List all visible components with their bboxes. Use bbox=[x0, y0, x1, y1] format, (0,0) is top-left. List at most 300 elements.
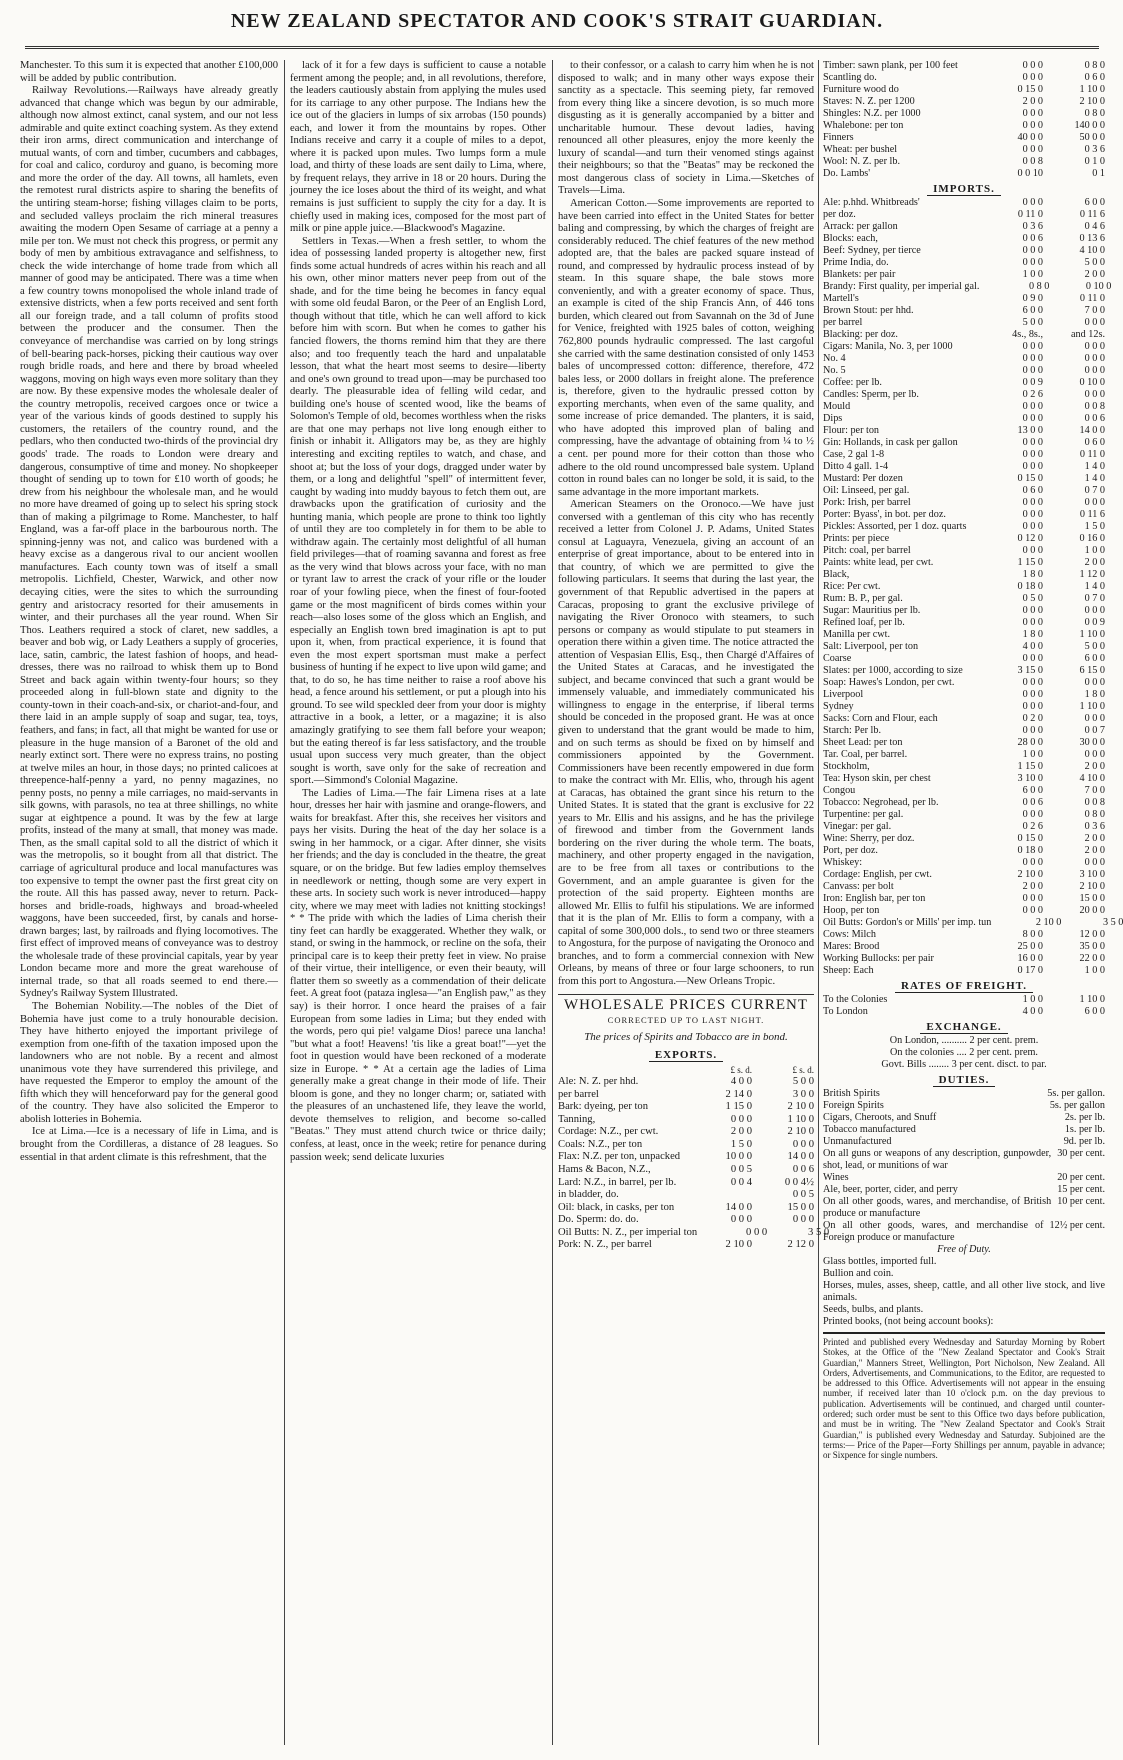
price-high: 0 0 0 bbox=[1084, 341, 1105, 352]
price-row bbox=[823, 881, 1105, 893]
price-row bbox=[823, 84, 1105, 96]
price-label: Furniture wood do bbox=[823, 84, 899, 95]
price-label: Mares: Brood bbox=[823, 941, 880, 952]
duty-rate: 5s. per gallon. bbox=[1047, 1088, 1105, 1099]
price-row bbox=[558, 1239, 814, 1252]
price-low: 0 0 0 bbox=[1022, 809, 1043, 820]
price-high: 0 7 0 bbox=[1084, 593, 1105, 604]
price-low: 0 15 0 bbox=[1017, 84, 1043, 95]
price-label: Lard: N.Z., in barrel, per lb. bbox=[558, 1176, 677, 1188]
price-row bbox=[823, 1006, 1105, 1018]
price-low: 14 0 0 bbox=[725, 1201, 752, 1213]
price-row bbox=[823, 593, 1105, 605]
price-row bbox=[823, 365, 1105, 377]
column-4 bbox=[823, 60, 1123, 1745]
price-row bbox=[823, 965, 1105, 977]
price-high: 0 11 0 bbox=[1079, 293, 1105, 304]
price-high: 22 0 0 bbox=[1079, 953, 1105, 964]
price-low: 0 11 0 bbox=[1017, 209, 1043, 220]
price-high: 0 16 0 bbox=[1079, 533, 1105, 544]
price-low: 0 0 0 bbox=[746, 1226, 768, 1238]
price-low: 1 0 0 bbox=[1022, 269, 1043, 280]
price-low: 0 0 0 bbox=[1022, 461, 1043, 472]
price-low: 2 0 0 bbox=[1022, 96, 1043, 107]
duty-rate: 1s. per lb. bbox=[1064, 1124, 1105, 1135]
price-high: 0 0 6 bbox=[792, 1164, 814, 1176]
price-row bbox=[823, 377, 1105, 389]
price-high: 0 0 0 bbox=[1084, 713, 1105, 724]
price-low: 0 0 4 bbox=[730, 1176, 752, 1188]
price-high: 0 0 5 bbox=[792, 1189, 814, 1201]
price-high: and 12s. bbox=[1071, 329, 1105, 340]
price-row bbox=[823, 941, 1105, 953]
price-high: 0 0 4½ bbox=[784, 1176, 814, 1188]
duty-label: On all other goods, wares, and merchandise of Foreign produce or manufacture bbox=[823, 1220, 1044, 1243]
price-high: 2 10 0 bbox=[787, 1101, 814, 1113]
price-label: Pork: N. Z., per barrel bbox=[558, 1239, 652, 1251]
price-label: Mustard: Per dozen bbox=[823, 473, 903, 484]
price-label: Blacking: per doz. bbox=[823, 329, 898, 340]
article-paragraph: Ice at Lima.—Ice is a necessary of life in Lima, and is brought from the Cordilleras, a distance of 28 leagues. So essential in that ardent climate is this refreshment, that the bbox=[20, 1126, 278, 1163]
price-row bbox=[558, 1151, 814, 1164]
price-label: No. 5 bbox=[823, 365, 846, 376]
price-low: 0 9 0 bbox=[1022, 293, 1043, 304]
price-row bbox=[823, 917, 1123, 929]
price-label: Sydney bbox=[823, 701, 854, 712]
price-low: 0 0 6 bbox=[1022, 797, 1043, 808]
price-low: 0 3 6 bbox=[1022, 221, 1043, 232]
exchange-list bbox=[823, 1035, 1105, 1071]
duty-row bbox=[823, 1100, 1105, 1112]
price-label: Blankets: per pair bbox=[823, 269, 896, 280]
price-label: Oil: Linseed, per gal. bbox=[823, 485, 910, 496]
price-label: in bladder, do. bbox=[558, 1189, 619, 1201]
price-low: 13 0 0 bbox=[1017, 425, 1043, 436]
price-high: 15 0 0 bbox=[787, 1201, 814, 1213]
price-high: 0 0 0 bbox=[792, 1138, 814, 1150]
article-paragraph: American Cotton.—Some improvements are reported to have been carried into effect in the United States for better baling and compressing, by which the charges of freight are considerably reduced. The chief features of the new method adopted are, that the bales are packed square instead of round, and compressed by hydraulic process instead of by steam. In this square shape, the bale stows more conveniently, and with a greater economy of space. Thus, an example is cited of the ship Francis Ann, of 446 tons burden, which cleared out from Savannah on the 3d of June for Venice, freighted with 1925 bales of cotton, weighing 762,800 pounds hydraulic compressed. The last cargoful she carried with the same destination consisted of only 1453 bales of uncompressed cotton: difference, therefore, 472 bales less, or 2000 dollars in freight alone. The preference is, therefore, given to the hydraulic pressed cotton by exporting merchants, when even of the same quality, and some increase of price demanded. The planters, it is said, who have adopted this improved plan of baling and compressing, have the advantage of obtaining from ¼ to ½ a cent. per pound more for their cotton than those who adhere to the old round uncompressed bale system. Upland cotton in round bales can no longer be sold, it is said, to the same advantage in the more important markets. bbox=[558, 198, 814, 498]
price-label: Manilla per cwt. bbox=[823, 629, 891, 640]
price-row bbox=[558, 1214, 814, 1227]
duty-rate: 2s. per lb. bbox=[1064, 1112, 1105, 1123]
price-high: 30 0 0 bbox=[1079, 737, 1105, 748]
price-row bbox=[823, 641, 1105, 653]
price-low: 10 0 0 bbox=[725, 1151, 752, 1163]
price-label: Pickles: Assorted, per 1 doz. quarts bbox=[823, 521, 967, 532]
price-row bbox=[823, 425, 1105, 437]
price-row bbox=[823, 257, 1105, 269]
price-low: 0 0 0 bbox=[1022, 653, 1043, 664]
price-low: 1 15 0 bbox=[1017, 761, 1043, 772]
price-row bbox=[823, 209, 1105, 221]
price-row bbox=[823, 269, 1105, 281]
price-high: 0 6 0 bbox=[1084, 72, 1105, 83]
price-label: Wheat: per bushel bbox=[823, 144, 898, 155]
price-high: 0 6 0 bbox=[1084, 437, 1105, 448]
price-label: Porter: Byass', in bot. per doz. bbox=[823, 509, 946, 520]
price-high: 0 0 0 bbox=[1084, 353, 1105, 364]
price-low: 0 0 8 bbox=[1022, 156, 1043, 167]
price-label: Paints: white lead, per cwt. bbox=[823, 557, 934, 568]
price-low: 1 15 0 bbox=[725, 1101, 752, 1113]
price-high: 20 0 0 bbox=[1079, 905, 1105, 916]
price-row bbox=[823, 509, 1105, 521]
price-label: Port, per doz. bbox=[823, 845, 878, 856]
price-high: 0 1 0 bbox=[1084, 156, 1105, 167]
price-high: 0 8 0 bbox=[1084, 809, 1105, 820]
price-low: 0 0 0 bbox=[1022, 120, 1043, 131]
price-low: 25 0 0 bbox=[1017, 941, 1043, 952]
price-low: 0 0 0 bbox=[1022, 72, 1043, 83]
price-row bbox=[823, 168, 1105, 180]
price-low: 0 0 0 bbox=[1022, 893, 1043, 904]
masthead: NEW ZEALAND SPECTATOR AND COOK'S STRAIT GUARDIAN. bbox=[230, 10, 884, 32]
duty-row bbox=[823, 1148, 1105, 1172]
duty-label: On all guns or weapons of any description, gunpowder, shot, lead, or munitions of war bbox=[823, 1148, 1052, 1171]
price-high: 0 0 0 bbox=[1084, 365, 1105, 376]
price-label: Brandy: First quality, per imperial gal. bbox=[823, 281, 980, 292]
price-row bbox=[823, 629, 1105, 641]
price-row bbox=[823, 653, 1105, 665]
price-label: To London bbox=[823, 1006, 868, 1017]
price-low: 0 0 0 bbox=[1022, 197, 1043, 208]
price-row bbox=[823, 994, 1105, 1006]
price-label: Ditto 4 gall. 1-4 bbox=[823, 461, 889, 472]
price-label: Soap: Hawes's London, per cwt. bbox=[823, 677, 955, 688]
price-row bbox=[823, 953, 1105, 965]
price-low: 0 2 0 bbox=[1022, 713, 1043, 724]
price-row bbox=[823, 545, 1105, 557]
price-low: 0 0 0 bbox=[1022, 437, 1043, 448]
exchange-title: EXCHANGE. bbox=[823, 1021, 1105, 1033]
price-label: Rice: Per cwt. bbox=[823, 581, 881, 592]
price-row bbox=[823, 305, 1105, 317]
price-low: 5 0 0 bbox=[1022, 317, 1043, 328]
price-label: Do. Lambs' bbox=[823, 168, 871, 179]
price-label: Shingles: N.Z. per 1000 bbox=[823, 108, 921, 119]
price-high: 0 0 0 bbox=[1084, 857, 1105, 868]
free-item: Bullion and coin. bbox=[823, 1268, 894, 1279]
price-low: 0 0 0 bbox=[1022, 144, 1043, 155]
price-low: 0 6 0 bbox=[1022, 485, 1043, 496]
price-row bbox=[823, 533, 1105, 545]
price-low: 0 0 0 bbox=[1022, 689, 1043, 700]
duty-label: Tobacco manufactured bbox=[823, 1124, 916, 1135]
price-label: per barrel bbox=[823, 317, 863, 328]
price-row bbox=[823, 197, 1105, 209]
price-label: Wool: N. Z. per lb. bbox=[823, 156, 900, 167]
price-row bbox=[823, 233, 1105, 245]
price-low: 0 0 0 bbox=[1022, 521, 1043, 532]
duty-label: Unmanufactured bbox=[823, 1136, 892, 1147]
price-label: Coffee: per lb. bbox=[823, 377, 882, 388]
duty-label: Foreign Spirits bbox=[823, 1100, 884, 1111]
price-row bbox=[823, 617, 1105, 629]
price-high: 4 10 0 bbox=[1079, 245, 1105, 256]
price-label: Oil: black, in casks, per ton bbox=[558, 1201, 675, 1213]
price-label: Sheet Lead: per ton bbox=[823, 737, 903, 748]
price-label: Refined loaf, per lb. bbox=[823, 617, 905, 628]
free-of-duty-list bbox=[823, 1256, 1105, 1328]
price-high: 3 10 0 bbox=[1079, 869, 1105, 880]
price-high: 2 10 0 bbox=[1079, 881, 1105, 892]
price-high: 1 0 0 bbox=[1084, 545, 1105, 556]
price-row bbox=[823, 449, 1105, 461]
price-low: 0 0 0 bbox=[1022, 605, 1043, 616]
price-label: Timber: sawn plank, per 100 feet bbox=[823, 60, 958, 71]
price-row bbox=[823, 821, 1105, 833]
price-high: 6 0 0 bbox=[1084, 653, 1105, 664]
price-high: 3 5 0 bbox=[1103, 917, 1123, 928]
price-label: Oil Butts: N. Z., per imperial ton bbox=[558, 1226, 698, 1238]
price-low: 0 18 0 bbox=[1017, 581, 1043, 592]
price-label: Staves: N. Z. per 1200 bbox=[823, 96, 915, 107]
price-high: 2 10 0 bbox=[1079, 96, 1105, 107]
exchange-line: Govt. Bills ........ 3 per cent. disct. to par. bbox=[881, 1059, 1047, 1070]
price-label: Slates: per 1000, according to size bbox=[823, 665, 963, 676]
price-low: 3 15 0 bbox=[1017, 665, 1043, 676]
price-low: 0 0 9 bbox=[1022, 377, 1043, 388]
price-low: 0 0 0 bbox=[1022, 905, 1043, 916]
price-high: 0 3 6 bbox=[1084, 144, 1105, 155]
wholesale-note: The prices of Spirits and Tobacco are in bond. bbox=[584, 1030, 788, 1043]
price-label: Flax: N.Z. per ton, unpacked bbox=[558, 1151, 681, 1163]
price-row bbox=[823, 725, 1105, 737]
column-2 bbox=[290, 60, 546, 1745]
price-high: 0 0 8 bbox=[1084, 797, 1105, 808]
price-high: 35 0 0 bbox=[1079, 941, 1105, 952]
price-row bbox=[558, 1164, 814, 1177]
wholesale-subtitle: CORRECTED UP TO LAST NIGHT. bbox=[607, 1015, 765, 1026]
price-row bbox=[823, 785, 1105, 797]
price-low: 0 0 0 bbox=[730, 1113, 752, 1125]
price-high: 5 0 0 bbox=[792, 1076, 814, 1088]
price-label: Pork: Irish, per barrel bbox=[823, 497, 911, 508]
price-row bbox=[823, 221, 1105, 233]
free-item: Horses, mules, asses, sheep, cattle, and all other live stock, and live animals. bbox=[823, 1280, 1105, 1303]
price-high: 0 8 0 bbox=[1084, 60, 1105, 71]
price-high: 6 15 0 bbox=[1079, 665, 1105, 676]
price-label: Sheep: Each bbox=[823, 965, 874, 976]
price-high: 4 10 0 bbox=[1079, 773, 1105, 784]
price-label: Pitch: coal, per barrel bbox=[823, 545, 911, 556]
price-row bbox=[823, 665, 1105, 677]
column-divider bbox=[818, 60, 819, 1745]
price-row bbox=[823, 389, 1105, 401]
price-label: Iron: English bar, per ton bbox=[823, 893, 926, 904]
duty-row bbox=[823, 1112, 1105, 1124]
price-row bbox=[823, 809, 1105, 821]
free-of-duty-title: Free of Duty. bbox=[937, 1244, 991, 1255]
price-low: 0 0 0 bbox=[1022, 108, 1043, 119]
price-high: 3 0 0 bbox=[792, 1088, 814, 1100]
price-low: 0 0 0 bbox=[1022, 701, 1043, 712]
price-low: 2 10 0 bbox=[1035, 917, 1062, 928]
price-low: 0 0 0 bbox=[1022, 60, 1043, 71]
price-row bbox=[823, 473, 1105, 485]
price-row bbox=[823, 761, 1105, 773]
duty-rate: 12½ per cent. bbox=[1049, 1220, 1105, 1231]
price-label: Wine: Sherry, per doz. bbox=[823, 833, 915, 844]
price-low: 1 0 0 bbox=[1022, 749, 1043, 760]
price-low: 4 0 0 bbox=[1022, 1006, 1043, 1017]
duty-label: On all other goods, wares, and merchandise, of British produce or manufacture bbox=[823, 1196, 1052, 1219]
price-high: 0 10 0 bbox=[1085, 281, 1112, 292]
price-high: 0 0 8 bbox=[1084, 401, 1105, 412]
price-high: 0 0 0 bbox=[1084, 389, 1105, 400]
price-row bbox=[823, 833, 1105, 845]
price-high: 0 13 6 bbox=[1079, 233, 1105, 244]
price-label: Liverpool bbox=[823, 689, 864, 700]
price-high: 1 4 0 bbox=[1084, 473, 1105, 484]
article-paragraph: Settlers in Texas.—When a fresh settler, to whom the idea of possessing landed property is altogether new, first finds some actual hundreds of acres within his reach and all his own, other minor matters never peep from out of the shade, and for the time being he becomes in fancy equal with some old feudal Baron, or the Peer of an English Lord, though without that title, which he can well afford to kick before him with scorn. But when he comes to gather his fancied flowers, the thorns remind him that they are there also; and too frequently teach the hard and unpalatable lesson, that what the heart most seems to desire—liberty and one's own ground to tread upon—may be purchased too dearly. The pleasurable idea of felling wild cedar, and building one's house of scented wood, like the beams of Solomon's Temple of old, becomes worthless when the risks are that one may perhaps not live long enough either to finish or inhabit it. Alligators may be, as they are highly interesting and exciting reptiles to watch, and chase, and shoot at; but the loss of your dogs, dragged under water by them, or a long and delightful "spell" of intermittent fever, caught by wading into muddy bayous to fetch them out, are drawbacks upon the gratification of curiosity and the hunting mania, which people are prone to think too lightly of until they are too completely in for them to be able to withdraw again. The certainly most delightful of all human field privileges—that of roaming savanna and forest as free as the very wind that blows across your face, with no man or tyrant law to arrest the crack of your rifle or the louder roar of your fowling piece, when the finest of four-footed game or the most magnificent of birds comes within your reach—also loses some of the gloss which an English, and especially an English town bred imagination is apt to put upon it, when, from practical experience, it is found that even the most expert sportsman must make a perfect business of hunting if he expect to live upon wild game; and that, to do so, he has time neither to raise a roof above his head, a fence around his settlement, or put a plough into his ground. To see wild speckled deer from your door is mighty attractive in a book, a letter, or a magazine; it is also amazingly gratifying to see them fall before your weapon; but the eating thereof is far less satisfactory, and the trouble usual upon success very much greater, than the object sought is worth, save only for the sake of recreation and sport.—Simmond's Colonial Magazine. bbox=[290, 235, 546, 787]
free-item: Printed books, (not being account books): bbox=[823, 1316, 994, 1327]
exchange-line: On London, .......... 2 per cent. prem. bbox=[889, 1035, 1039, 1046]
price-low: 16 0 0 bbox=[1017, 953, 1043, 964]
price-high: 2 0 0 bbox=[1084, 845, 1105, 856]
duty-row bbox=[823, 1124, 1105, 1136]
price-label: Canvass: per bolt bbox=[823, 881, 894, 892]
timber-prices-table bbox=[823, 60, 1105, 180]
price-low: 2 14 0 bbox=[725, 1088, 752, 1100]
duties-title: DUTIES. bbox=[823, 1074, 1105, 1086]
price-row bbox=[823, 120, 1105, 132]
price-high: 1 10 0 bbox=[1079, 84, 1105, 95]
price-label: Hams & Bacon, N.Z., bbox=[558, 1164, 651, 1176]
price-low: 0 12 0 bbox=[1017, 533, 1043, 544]
price-row bbox=[823, 96, 1105, 108]
price-row bbox=[823, 929, 1105, 941]
price-high: 2 12 0 bbox=[787, 1239, 814, 1251]
price-row bbox=[823, 156, 1105, 168]
duty-rate: 20 per cent. bbox=[1057, 1172, 1105, 1183]
price-row bbox=[823, 437, 1105, 449]
duty-label: Ale, beer, porter, cider, and perry bbox=[823, 1184, 958, 1195]
price-label: Gin: Hollands, in cask per gallon bbox=[823, 437, 958, 448]
imports-title: IMPORTS. bbox=[823, 183, 1105, 195]
price-low: 0 0 0 bbox=[1022, 449, 1043, 460]
price-row bbox=[558, 1114, 814, 1127]
price-row bbox=[823, 605, 1105, 617]
price-row bbox=[823, 293, 1105, 305]
price-label: Tobacco: Negrohead, per lb. bbox=[823, 797, 939, 808]
price-row bbox=[823, 401, 1105, 413]
price-low: 2 10 0 bbox=[1017, 869, 1043, 880]
price-high: 12 0 0 bbox=[1079, 929, 1105, 940]
price-row bbox=[823, 353, 1105, 365]
free-item: Seeds, bulbs, and plants. bbox=[823, 1304, 924, 1315]
price-label: per doz. bbox=[823, 209, 856, 220]
price-low: 0 0 0 bbox=[1022, 617, 1043, 628]
duty-rate: 30 per cent. bbox=[1057, 1148, 1105, 1159]
exports-title: EXPORTS. bbox=[558, 1049, 814, 1062]
article-paragraph: Railway Revolutions.—Railways have already greatly advanced that change which was begun by our admirable, although now almost extinct, canal system, and our not less admirable and quite extinct coaching system. As they extend their iron arms, direct communication and interchange of mutual wants, of corn and timber, cucumbers and cabbages, for coal and calico, corduroy and guano, is becoming more and more the order of the day. All towns, all hamlets, even the remotest rural districts aspire to sharing the benefits of the untiring steam-horse; fishing villages claim to be ports, and secluded valleys proclaim the rich mineral treasures awaiting the modern Open Sesame of carriage at a penny a mile per ton. We must not check this progress, or permit any body of men by ambitious extravagance and selfishness, to check the wide interchange of home trade from which all manner of good may be anticipated. There was a time when a few country towns monopolised the whole inland trade of extensive districts, when a few ports received and sent forth all our foreign trade, and a tall column of profits stood between the producer and the consumer. Then the conveyance of merchandise was carried on by long strings of bell-bearing pack-horses, picking their cautious way over rough bridle roads, and here and there by broad wheeled waggons, moving on high ways even more solitary than they are now. By these expensive modes the wholesale dealer of the country metropolis, received cargoes once or twice a year of the various kinds of goods destined to supply his customers, the retailers of the country round, and the pedlars, who then conducted two-thirds of the provincial dry goods' trade. The roads to London were dreary and dangerous, consumptive of time and money. No shopkeeper thought of sending up to town for £10 worth of goods; he drew from his neighbour the wholesale man, and he would no more have dreamed of going up to select his spring stock than of making a pilgrimage to Rome. Manchester, to half England, was a far-off place in the barbourous north. The spinning-jenny was not, and calico was burdened with a heavy excise as a dangerous rival to our ancient woollen manufactures. Each county town was of itself a small metropolis. Lichfield, Chester, Warwick, and other now decaying cities, were the sites to which the surrounding gentry and aristocracy resorted for their amusements in winter, and their purchases all the year round. When Sir Thos. Leathers required a stock of claret, new saddles, a beaver and bob wig, or Lady Leathers a supply of groceries, lace, satin, cambric, the latest fashion of hoops, and head-dresses, there was no railroad to whisk them up to Bond Street and back again within twenty-four hours; so they proceeded along in full-blown state and dignity to the county-town in their coach-and-six, or chariot-and-four, and there laid in an ample supply of soap and sugar, tea, toys, feathers, and fans; in fact, all that might be wanted for use or pleasure in the huge mansion of a Baronet of the old and nearly extinct sort. There were no express trains, no posting at twelve miles an hour, in those days; no printed calicoes at threepence-half-penny a yard, no penny magazines, no penny posts, no penny a mile carriages, no maid-servants in silk gowns, with parasols, no tea at three shillings, no white sugar at eightpence a pound. It was by the few at large profits, instead of the many at small, that money was made. Then, as the small capital sold to all the district of which it was the metropolis, so it bought from all that district. The carriage of agricultural produce and local manufactures was too expensive to tempt the owner past the first great city on the route. All this has passed away, never to return. Pack-horses and bridle-roads, highways and broad-wheeled waggons, have been succeeded, first, by canals and horse-drawn barges; last, by railroads and flying locomotives. The first effect of improved means of conveyance was to destroy the wholesale trade of these provincial capitals, year by year London became more and more the great warehouse of internal trade, so that all roads seemed to end there.—Sydney's Railway System Illustrated. bbox=[20, 85, 278, 1000]
price-row bbox=[558, 1226, 830, 1240]
price-high: 1 8 0 bbox=[1084, 689, 1105, 700]
price-low: 0 2 6 bbox=[1022, 821, 1043, 832]
article-paragraph: to their confessor, or a calash to carry him when he is not disposed to walk; and in many other ways expose their sanctity as a spectacle. This seeming piety, far removed from every thing like a sincere devotion, is so much more disgusting as it is generally accompanied by a bitter and uncharitable humour. These devout ladies, having renounced all other pleasures, enjoy the more keenly the luxury of scandal—and turn their venomed stings against their neighbours; so that the "Beatas" may be reckoned the most dangerous class of society in Lima.—Sketches of Travels—Lima. bbox=[558, 60, 814, 197]
price-high: 1 10 0 bbox=[787, 1113, 814, 1125]
price-low: 0 17 0 bbox=[1017, 965, 1043, 976]
price-high: 14 0 0 bbox=[787, 1151, 814, 1163]
price-high: 0 7 0 bbox=[1084, 485, 1105, 496]
price-label: Starch: Per lb. bbox=[823, 725, 882, 736]
article-paragraph: Manchester. To this sum it is expected that another £100,000 will be added by public contribution. bbox=[20, 60, 278, 84]
column-divider bbox=[552, 60, 553, 1745]
price-row bbox=[823, 749, 1105, 761]
price-label: Sacks: Corn and Flour, each bbox=[823, 713, 938, 724]
price-label: Congou bbox=[823, 785, 856, 796]
price-row bbox=[823, 281, 1112, 293]
price-row bbox=[823, 329, 1105, 341]
price-high: 0 8 0 bbox=[1084, 108, 1105, 119]
price-label: Whalebone: per ton bbox=[823, 120, 904, 131]
price-low: 0 0 0 bbox=[1022, 725, 1043, 736]
price-low: 0 0 5 bbox=[730, 1164, 752, 1176]
duty-row bbox=[823, 1088, 1105, 1100]
price-label: Tar. Coal, per barrel. bbox=[823, 749, 908, 760]
price-row bbox=[823, 845, 1105, 857]
price-label: Stockholm, bbox=[823, 761, 870, 772]
price-row bbox=[823, 521, 1105, 533]
price-row bbox=[823, 341, 1105, 353]
price-high: 140 0 0 bbox=[1074, 120, 1105, 131]
price-high: 2 0 0 bbox=[1084, 833, 1105, 844]
price-label: Oil Butts: Gordon's or Mills' per imp. tun bbox=[823, 917, 992, 928]
price-low: 0 8 0 bbox=[1029, 281, 1050, 292]
price-high: 50 0 0 bbox=[1079, 132, 1105, 143]
duty-row bbox=[823, 1220, 1105, 1244]
price-row bbox=[558, 1189, 814, 1202]
price-label: Finners bbox=[823, 132, 854, 143]
price-label: Prints: per piece bbox=[823, 533, 890, 544]
price-label: Sugar: Mauritius per lb. bbox=[823, 605, 921, 616]
price-high: 7 0 0 bbox=[1084, 305, 1105, 316]
price-row bbox=[558, 1101, 814, 1114]
price-row bbox=[823, 461, 1105, 473]
price-row bbox=[823, 245, 1105, 257]
price-low: 0 0 0 bbox=[1022, 857, 1043, 868]
wholesale-prices-header bbox=[558, 999, 814, 1043]
price-high: 1 10 0 bbox=[1079, 994, 1105, 1005]
price-row bbox=[823, 893, 1105, 905]
price-label: Ale: p.hhd. Whitbreads' bbox=[823, 197, 920, 208]
price-row bbox=[823, 677, 1105, 689]
price-high: 7 0 0 bbox=[1084, 785, 1105, 796]
duty-label: British Spirits bbox=[823, 1088, 880, 1099]
price-low: 0 0 0 bbox=[1022, 341, 1043, 352]
wholesale-title: WHOLESALE PRICES CURRENT bbox=[563, 997, 808, 1014]
price-label: To the Colonies bbox=[823, 994, 888, 1005]
price-row bbox=[823, 60, 1105, 72]
price-label: Dips bbox=[823, 413, 843, 424]
price-label: Turpentine: per gal. bbox=[823, 809, 904, 820]
price-low: 1 5 0 bbox=[730, 1138, 752, 1150]
price-label: Salt: Liverpool, per ton bbox=[823, 641, 919, 652]
price-row bbox=[823, 497, 1105, 509]
price-high: 0 0 0 bbox=[1084, 605, 1105, 616]
column-1 bbox=[20, 60, 278, 1745]
price-low: 40 0 0 bbox=[1017, 132, 1043, 143]
price-low: 0 0 0 bbox=[1022, 365, 1043, 376]
price-label: Case, 2 gal 1-8 bbox=[823, 449, 885, 460]
price-low: 2 0 0 bbox=[1022, 881, 1043, 892]
price-high: 6 0 0 bbox=[1084, 197, 1105, 208]
column-3-articles bbox=[558, 60, 814, 988]
imprint: Printed and published every Wednesday and Saturday Morning by Robert Stokes, at the Office of the "New Zealand Spectator and Cook's Strait Guardian," Manners Street, Wellington, Port Nicholson, New Zealand. All Orders, Advertisements, and Communications, to the Editor, are requested to be addressed to this Office. Advertisements will not appear in the ensuing number, if received later than 10 o'clock p.m. on the day previous to publication. Advertisements will be continued, and charged until counter-ordered; such order must be sent to this Office two days before publication, and must be in writing. The "New Zealand Spectator and Cook's Strait Guardian," is published every Wednesday and Saturday. Subjoined are the terms:— Price of the Paper—Forty Shillings per annum, payable in advance; or Sixpence for single numbers. bbox=[823, 1332, 1105, 1461]
price-row bbox=[823, 737, 1105, 749]
price-low: 0 0 0 bbox=[1022, 245, 1043, 256]
